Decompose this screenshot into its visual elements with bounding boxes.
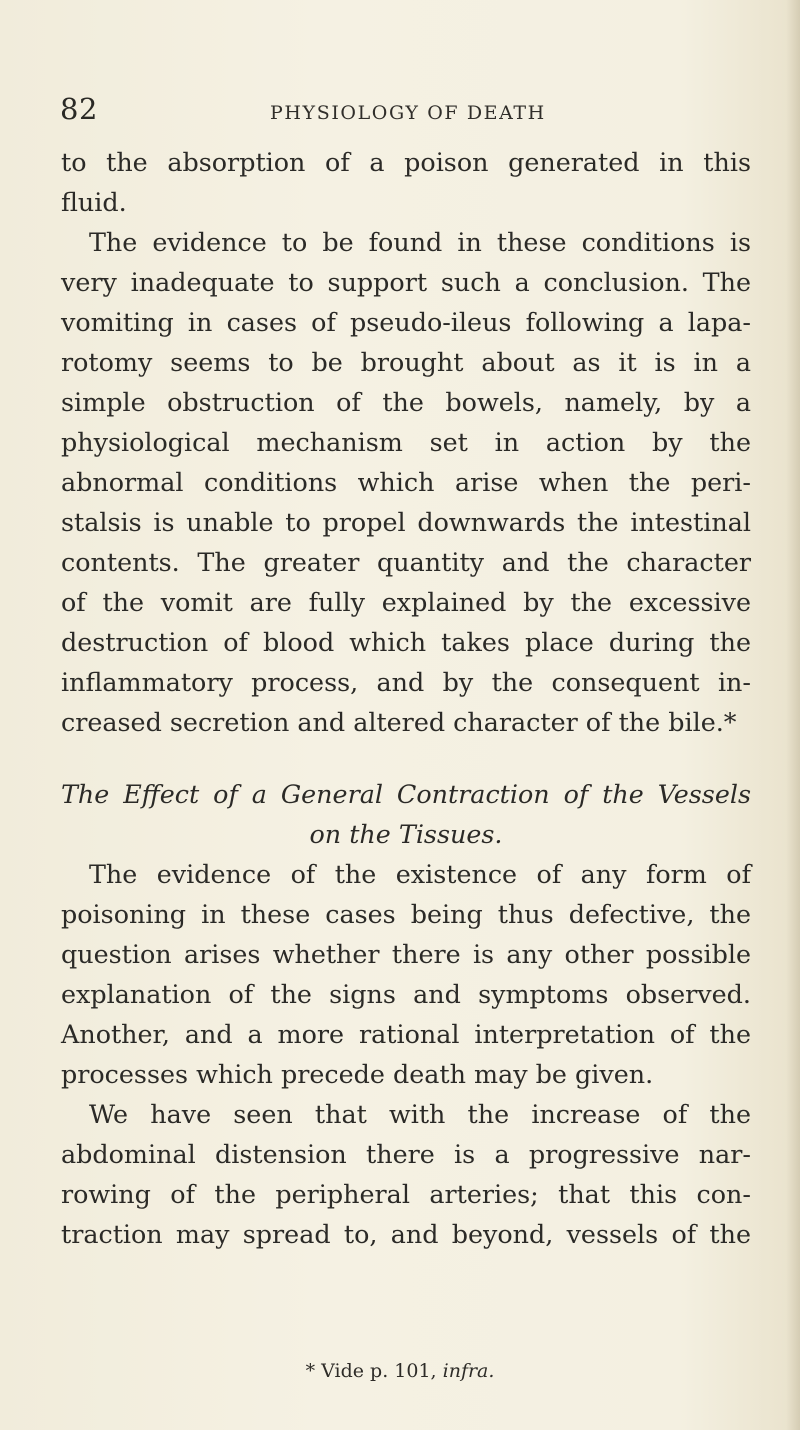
text-line: to the absorption of a poison generated in this [61,147,751,177]
footnote-italic: infra. [442,1360,495,1382]
text-line: traction may spread to, and beyond, vessels of the [61,1219,751,1249]
text-line: vomiting in cases of pseudo-ileus following a lapa- [61,307,751,337]
text-line: explanation of the signs and symptoms observed. [61,979,751,1009]
page-number: 82 [60,92,98,126]
text-line: physiological mechanism set in action by the [61,427,751,457]
text-line: contents. The greater quantity and the character [61,547,751,577]
text-line: creased secretion and altered character of the bile.* [61,707,737,737]
section-heading-continued: on the Tissues. [309,819,503,849]
text-line: fluid. [61,187,127,217]
text-line: simple obstruction of the bowels, namely, by a [61,387,751,417]
page-edge-shadow [786,0,800,1430]
text-line: rowing of the peripheral arteries; that this con- [61,1179,751,1209]
text-line: poisoning in these cases being thus defective, the [61,899,751,929]
text-line: abnormal conditions which arise when the peri- [61,467,751,497]
text-line: abdominal distension there is a progressive nar- [61,1139,751,1169]
text-line: The evidence to be found in these conditions is [89,227,751,257]
text-line: inflammatory process, and by the consequent in- [61,667,751,697]
text-line: very inadequate to support such a conclusion. The [61,267,751,297]
page-header [60,92,760,128]
text-line: of the vomit are fully explained by the excessive [61,587,751,617]
section-heading: The Effect of a General Contraction of the Vessels [61,779,751,809]
text-line: Another, and a more rational interpretation of the [61,1019,751,1049]
text-line: We have seen that with the increase of the [89,1099,751,1129]
text-line: The evidence of the existence of any form of [89,859,751,889]
text-line: stalsis is unable to propel downwards the intestinal [61,507,751,537]
text-line: destruction of blood which takes place during the [61,627,751,657]
footnote-text: * Vide p. 101, [305,1360,437,1382]
running-head: PHYSIOLOGY OF DEATH [270,102,546,124]
text-line: rotomy seems to be brought about as it is in a [61,347,751,377]
body-text [61,142,751,1254]
text-line: processes which precede death may be given. [61,1059,654,1089]
text-line: question arises whether there is any other possible [61,939,751,969]
footnote [0,1360,800,1382]
